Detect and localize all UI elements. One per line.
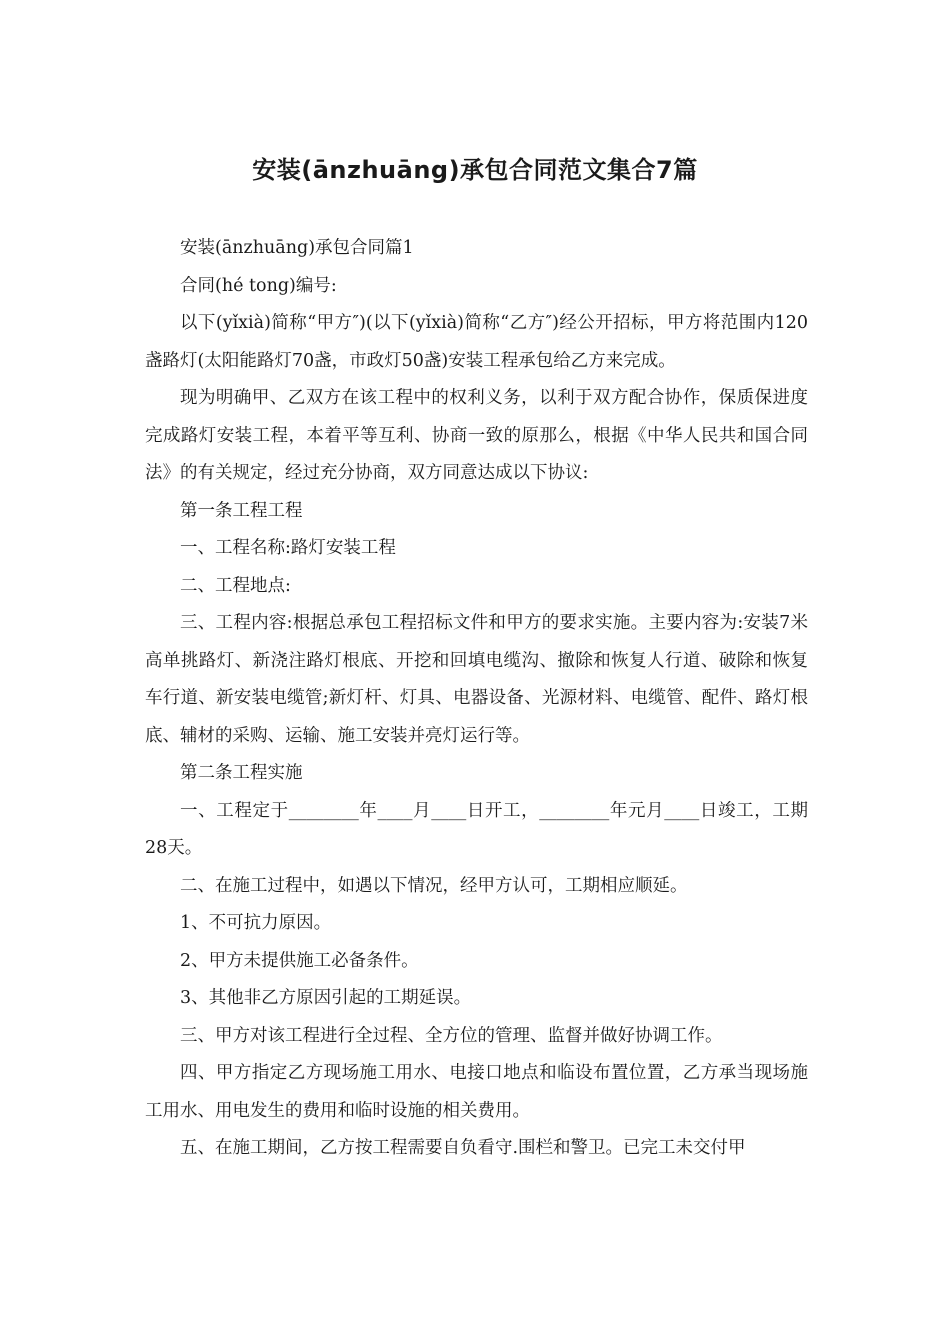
document-title: 安装(ānzhuāng)承包合同范文集合7篇 (252, 156, 698, 184)
paragraph: 第二条工程实施 (180, 763, 303, 783)
paragraph: 以下(yǐxià)简称“甲方″)(以下(yǐxià)简称“乙方″)经公开招标，甲方将范围内120盏路灯(太阳能路灯70盏，市政灯50盏)安装工程承包给乙方来完成。 (145, 313, 808, 371)
paragraph: 二、在施工过程中，如遇以下情况，经甲方认可，工期相应顺延。 (180, 875, 688, 896)
paragraph: 二、工程地点: (180, 575, 291, 596)
paragraph: 合同(hé tong)编号: (180, 275, 337, 296)
paragraph: 第一条工程工程 (180, 500, 303, 521)
paragraph: 2、甲方未提供施工必备条件。 (180, 950, 419, 971)
document-body (145, 230, 808, 1168)
paragraph: 安装(ānzhuāng)承包合同篇1 (180, 238, 414, 258)
paragraph: 一、工程名称:路灯安装工程 (180, 538, 396, 558)
paragraph: 三、甲方对该工程进行全过程、全方位的管理、监督并做好协调工作。 (180, 1025, 723, 1046)
paragraph: 现为明确甲、乙双方在该工程中的权利义务，以利于双方配合协作，保质保进度完成路灯安装工程，本着平等互利、协商一致的原那么，根据《中华人民共和国合同法》的有关规定，经过充分协商，双方同意达成以下协议: (145, 388, 808, 483)
paragraph: 3、其他非乙方原因引起的工期延误。 (180, 988, 472, 1008)
paragraph: 四、甲方指定乙方现场施工用水、电接口地点和临设布置位置，乙方承当现场施工用水、用电发生的费用和临时设施的相关费用。 (145, 1063, 808, 1121)
paragraph: 五、在施工期间，乙方按工程需要自负看守.围栏和警卫。已完工未交付甲 (180, 1138, 746, 1158)
paragraph: 一、工程定于________年____月____日开工，________年元月____日竣工，工期28天。 (145, 800, 808, 858)
paragraph: 1、不可抗力原因。 (180, 913, 332, 933)
paragraph: 三、工程内容:根据总承包工程招标文件和甲方的要求实施。主要内容为:安装7米高单挑路灯、新浇注路灯根底、开挖和回填电缆沟、撤除和恢复人行道、破除和恢复车行道、新安装电缆管;新灯杆、灯具、电器设备、光源材料、电缆管、配件、路灯根底、辅材的采购、运输、施工安装并亮灯运行等。 (145, 613, 808, 746)
